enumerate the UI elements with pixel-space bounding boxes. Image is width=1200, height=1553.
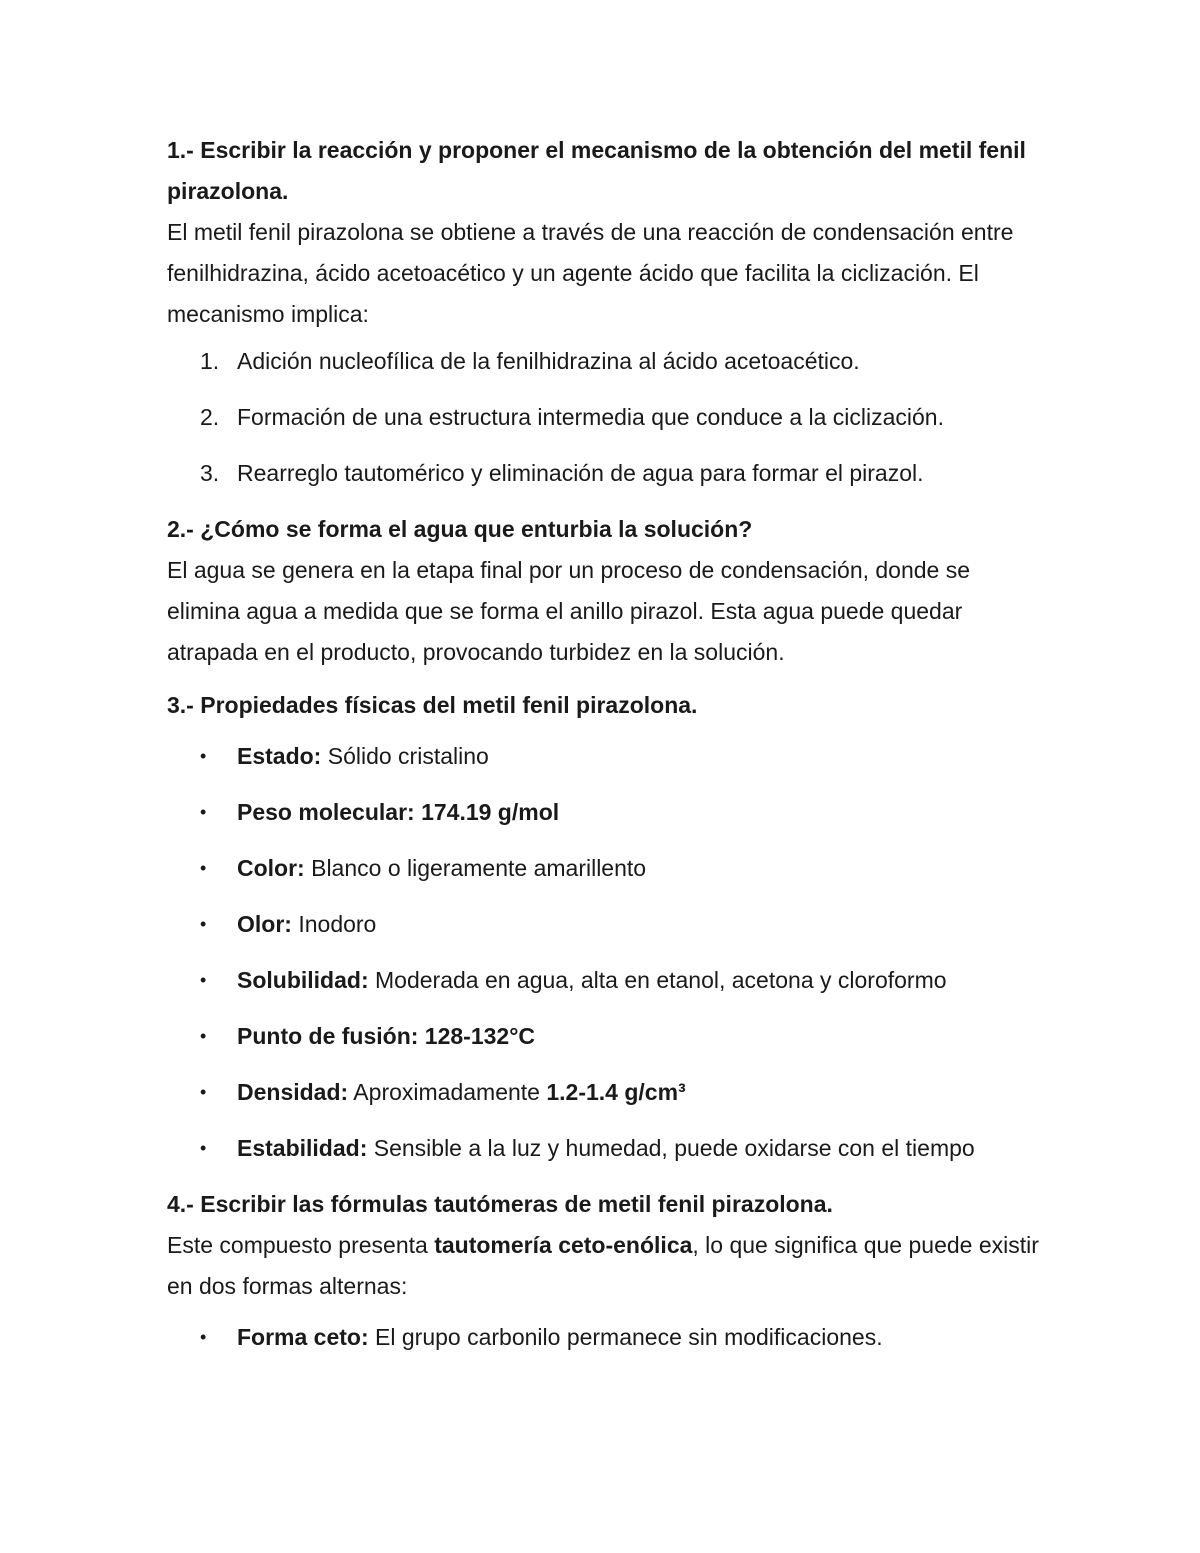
list-item bbox=[167, 792, 1047, 833]
intro-text: Este compuesto presenta bbox=[167, 1232, 435, 1258]
bullet-icon: • bbox=[200, 970, 207, 990]
list-item bbox=[167, 736, 1047, 777]
question-1-intro: El metil fenil pirazolona se obtiene a través de una reacción de condensación entre fenilhidrazina, ácido acetoacético y un agente ácido que facilita la ciclización. El mecanismo implica: bbox=[167, 219, 1014, 327]
property-value: Blanco o ligeramente amarillento bbox=[304, 855, 647, 881]
property-value: Moderada en agua, alta en etanol, acetona y cloroformo bbox=[368, 967, 947, 993]
question-2-title: 2.- ¿Cómo se forma el agua que enturbia la solución? bbox=[167, 516, 753, 542]
list-item bbox=[167, 960, 1047, 1001]
bullet-icon: • bbox=[200, 1026, 207, 1046]
property-value: Sensible a la luz y humedad, puede oxidarse con el tiempo bbox=[367, 1135, 975, 1161]
bullet-icon: • bbox=[200, 746, 207, 766]
list-item bbox=[167, 848, 1047, 889]
list-item bbox=[167, 397, 1047, 438]
list-item bbox=[167, 1317, 1047, 1358]
intro-bold-text: tautomería ceto-enólica bbox=[434, 1232, 693, 1258]
property-label: Olor: bbox=[237, 911, 292, 937]
step-text: Formación de una estructura intermedia que conduce a la ciclización. bbox=[237, 404, 944, 430]
question-4-title: 4.- Escribir las fórmulas tautómeras de metil fenil pirazolona. bbox=[167, 1191, 833, 1217]
question-4-intro bbox=[167, 1225, 1047, 1307]
bullet-icon: • bbox=[200, 1327, 207, 1347]
form-label: Forma ceto: bbox=[237, 1324, 369, 1350]
property-value: Aproximadamente bbox=[348, 1079, 547, 1105]
list-item bbox=[167, 341, 1047, 382]
property-label: Color: bbox=[237, 855, 305, 881]
property-label: Estabilidad: bbox=[237, 1135, 368, 1161]
list-number: 2. bbox=[200, 404, 220, 430]
bullet-icon: • bbox=[200, 858, 207, 878]
tautomer-forms-list bbox=[167, 1317, 1047, 1358]
property-label: Densidad: bbox=[237, 1079, 349, 1105]
list-item bbox=[167, 453, 1047, 494]
bullet-icon: • bbox=[200, 1138, 207, 1158]
property-label: Peso molecular: 174.19 g/mol bbox=[237, 799, 560, 825]
mechanism-steps-list bbox=[167, 341, 1047, 494]
list-number: 3. bbox=[200, 460, 220, 486]
document-page bbox=[167, 130, 1047, 1373]
step-text: Adición nucleofílica de la fenilhidrazina al ácido acetoacético. bbox=[237, 348, 860, 374]
property-label: Solubilidad: bbox=[237, 967, 369, 993]
intro-text-end: , lo que significa que puede existir en dos formas alternas: bbox=[167, 1232, 1039, 1299]
question-1-title: 1.- Escribir la reacción y proponer el mecanismo de la obtención del metil fenil pirazolona. bbox=[167, 137, 1026, 204]
property-label: Estado: bbox=[237, 743, 322, 769]
property-value: Sólido cristalino bbox=[321, 743, 489, 769]
bullet-icon: • bbox=[200, 914, 207, 934]
list-item bbox=[167, 1128, 1047, 1169]
list-item bbox=[167, 1016, 1047, 1057]
property-value: Inodoro bbox=[291, 911, 377, 937]
property-value-bold: 1.2-1.4 g/cm³ bbox=[546, 1079, 686, 1105]
property-label: Punto de fusión: 128-132°C bbox=[237, 1023, 536, 1049]
form-value: El grupo carbonilo permanece sin modificaciones. bbox=[368, 1324, 883, 1350]
question-3-title: 3.- Propiedades físicas del metil fenil pirazolona. bbox=[167, 692, 698, 718]
bullet-icon: • bbox=[200, 1082, 207, 1102]
list-item bbox=[167, 1072, 1047, 1113]
list-number: 1. bbox=[200, 348, 220, 374]
bullet-icon: • bbox=[200, 802, 207, 822]
step-text: Rearreglo tautomérico y eliminación de agua para formar el pirazol. bbox=[237, 460, 924, 486]
properties-list bbox=[167, 736, 1047, 1169]
question-2-answer: El agua se genera en la etapa final por un proceso de condensación, donde se elimina agua a medida que se forma el anillo pirazol. Esta agua puede quedar atrapada en el producto, provocando turbidez en la solución. bbox=[167, 557, 971, 665]
list-item bbox=[167, 904, 1047, 945]
